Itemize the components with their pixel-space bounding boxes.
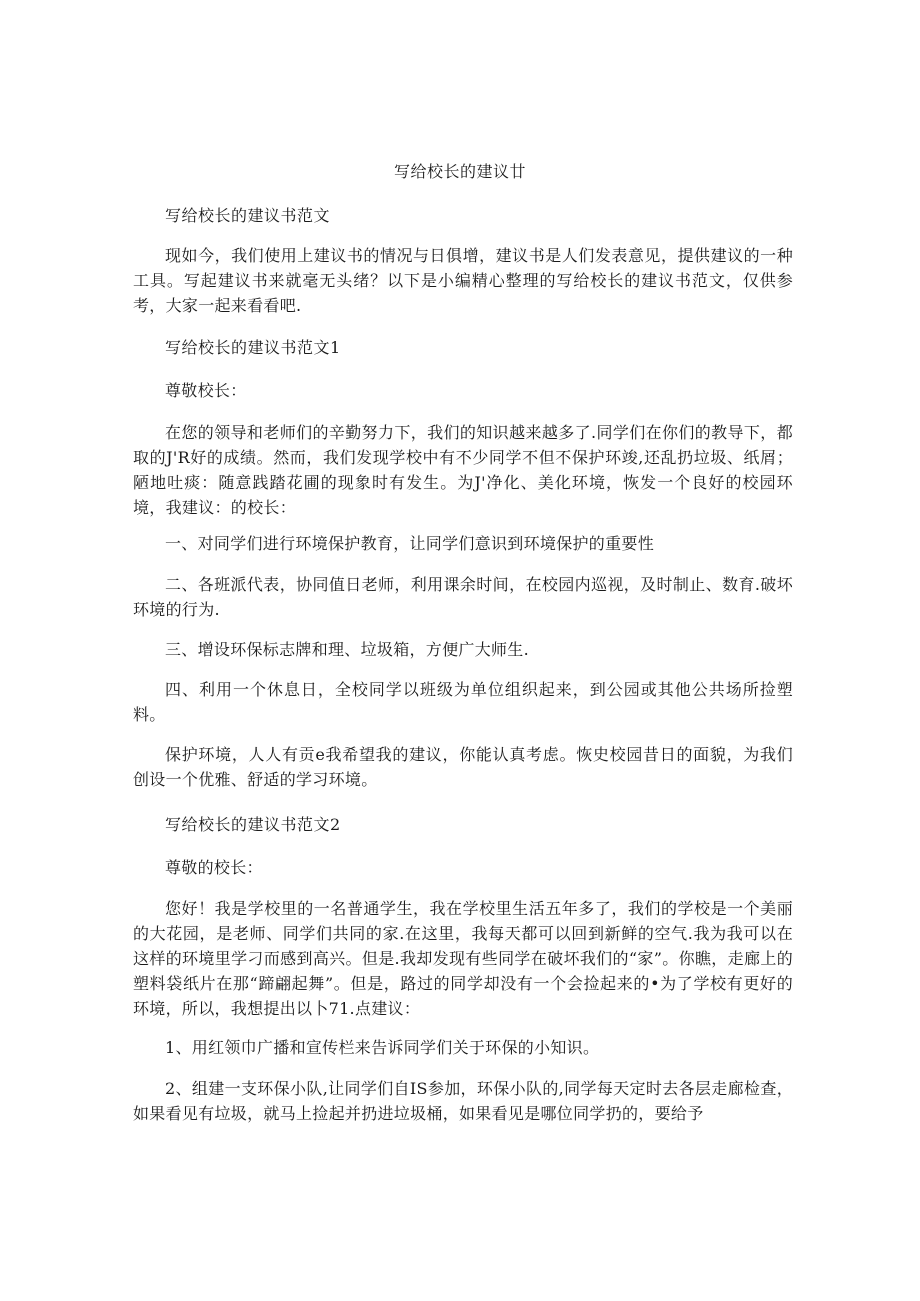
intro-paragraph: 现如今，我们使用上建议书的情况与日俱增，建议书是人们发表意见，提供建议的一种工具。写起建议书来就毫无头绪？以下是小编精心整理的写给校长的建议书范文，仅供参考，大家一起来看看吧. — [133, 246, 793, 315]
letter1-item-3: 三、增设环保标志牌和理、垃圾箱，方便广大师生. — [165, 640, 529, 659]
letter1-item-4: 四、利用一个休息日，全校同学以班级为单位组织起来，到公园或其他公共场所捡塑料。 — [133, 680, 793, 724]
letter2-heading: 写给校长的建议书范文2 — [165, 815, 341, 834]
letter2-item-2: 2、组建一支环保小队,让同学们自IS参加，环保小队的,同学每天定时去各层走廊检查，如果看见有垃圾，就马上捡起并扔进垃圾桶，如果看见是哪位同学扔的，要给予 — [133, 1079, 793, 1123]
letter1-salutation: 尊敬校长： — [165, 381, 247, 400]
letter1-heading: 写给校长的建议书范文1 — [165, 338, 341, 357]
letter1-body: 在您的领导和老师们的辛勤努力下，我们的知识越来越多了.同学们在你们的教导下，都取的J'R好的成绩。然而，我们发现学校中有不少同学不但不保护环竣,还乱扔垃圾、纸屑；陋地吐痰：随意践踏花圃的现象时有发生。为J'净化、美化环境，恢发一个良好的校园环境，我建议：的校长： — [133, 423, 793, 517]
letter2-item-1: 1、用红领巾广播和宣传栏来告诉同学们关于环保的小知识。 — [165, 1038, 600, 1057]
letter2-salutation: 尊敬的校长： — [165, 858, 263, 877]
letter1-item-1: 一、对同学们进行环境保护教育，让同学们意识到环境保护的重要性 — [165, 534, 655, 553]
document-title: 写给校长的建议廿 — [393, 162, 526, 181]
letter1-item-2: 二、各班派代表，协同值日老师，利用课余时间，在校园内巡视，及时制止、数育.破坏环境的行为. — [133, 575, 793, 619]
letter1-closing: 保护环境，人人有贡e我希望我的建议，你能认真考虑。恢史校园昔日的面貌，为我们创设一个优雅、舒适的学习环境。 — [133, 745, 793, 789]
document-subtitle: 写给校长的建议书范文 — [165, 206, 331, 225]
letter2-body: 您好！我是学校里的一名普通学生，我在学校里生活五年多了，我们的学校是一个美丽的大花园，是老师、同学们共同的家.在这里，我每天都可以回到新鲜的空气.我为我可以在这样的环境里学刁而感到高兴。但是.我却发现有些同学在破坏我们的“家”。你瞧，走廊上的塑料袋纸片在那“蹄翩起舞”。但是，路过的同学却没有一个会捡起来的•为了学校有更好的环境，所以，我想提出以卜71.点建议： — [133, 899, 793, 1018]
